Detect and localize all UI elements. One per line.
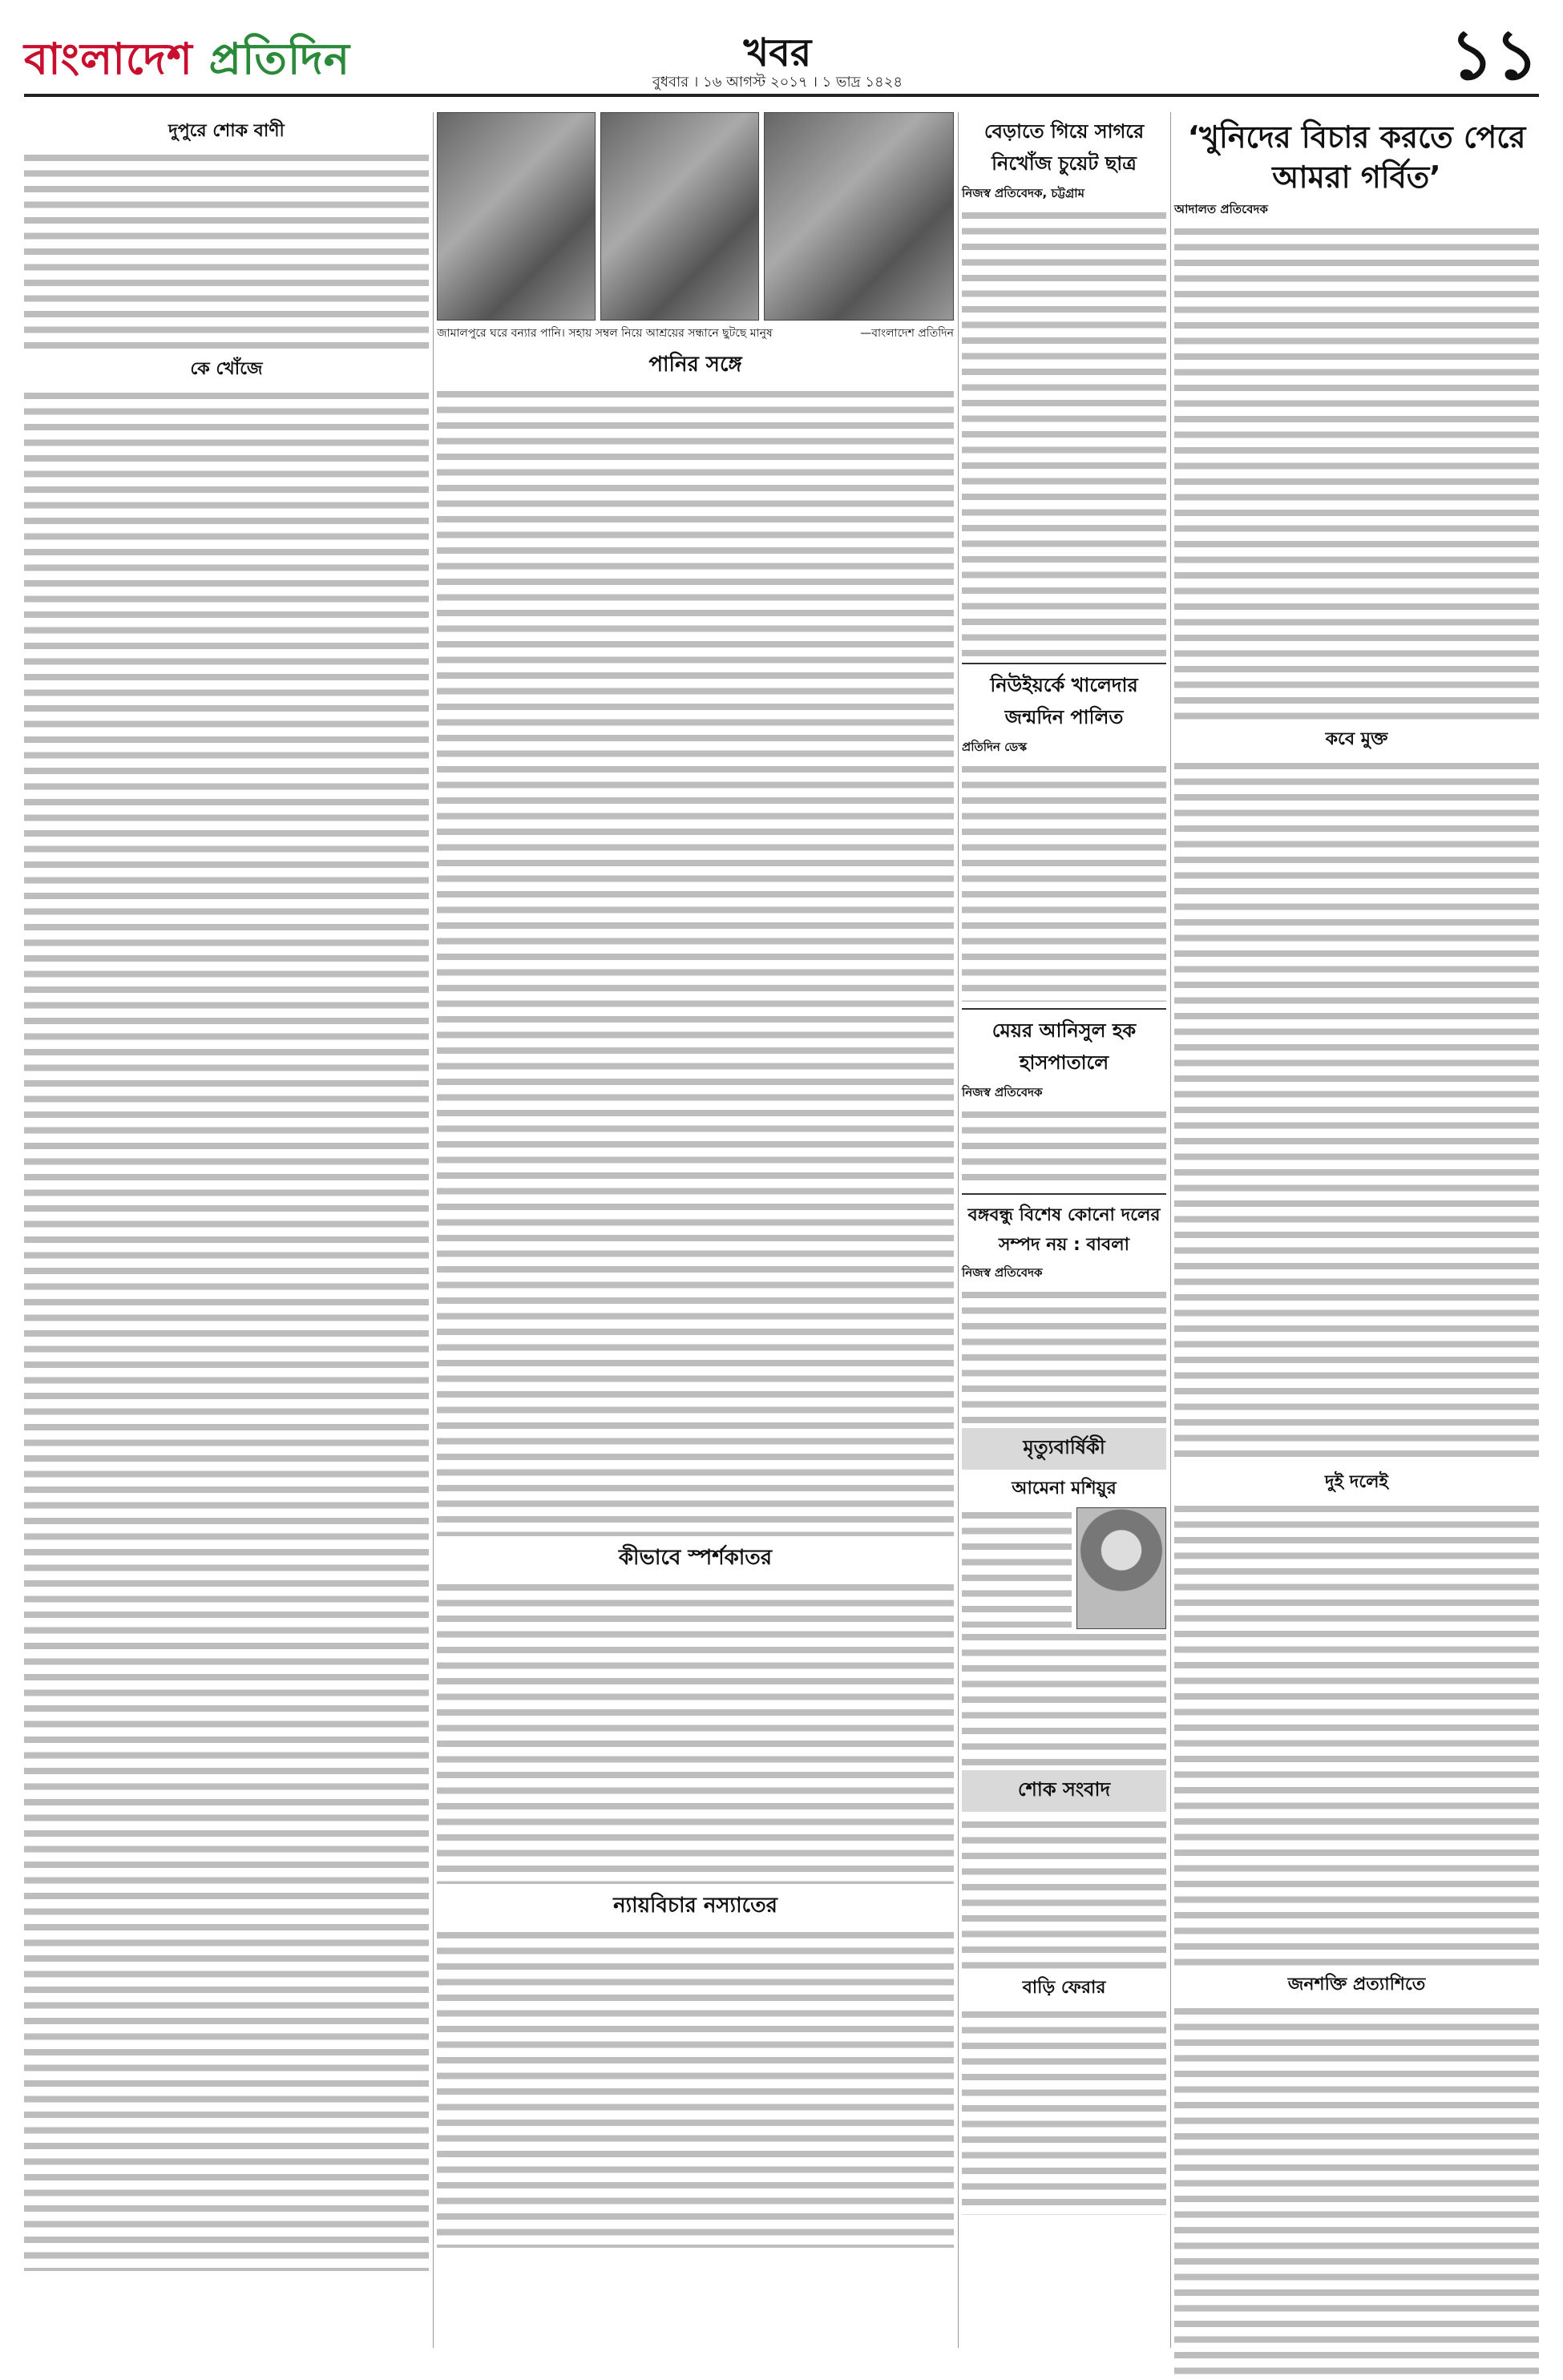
page-number: ১১ [1449, 15, 1539, 95]
flood-photo [437, 112, 596, 321]
byline: নিজস্ব প্রতিবেদক [962, 1265, 1043, 1280]
byline: নিজস্ব প্রতিবেদক [962, 1085, 1043, 1099]
headline-dui-doley: দুই দলেই [1325, 1472, 1388, 1492]
article-body [437, 1579, 954, 1884]
section-title: খবর [743, 30, 812, 75]
divider [962, 1008, 1166, 1010]
byline: আদালত প্রতিবেদক [1174, 202, 1268, 216]
condolence-box-heading: শোক সংবাদ [962, 1770, 1166, 1812]
headline-nayabichar: ন্যায়বিচার নস্যাতের [613, 1894, 777, 1918]
column-d [1174, 112, 1539, 2380]
column-b [437, 112, 954, 2248]
column-rule [1170, 112, 1171, 2348]
article-body [962, 2007, 1166, 2215]
headline-ke-khoje: কে খোঁজে [190, 359, 263, 379]
divider [962, 1193, 1166, 1195]
article-body [1174, 2003, 1539, 2380]
headline-kibhabe: কীভাবে স্পর্শকাতর [618, 1546, 773, 1570]
headline-durpur: দুপুরে শোক বাণী [168, 121, 285, 141]
flood-photo [600, 112, 759, 321]
divider [962, 663, 1166, 664]
obituary-name: আমেনা মশিয়ুর [1012, 1478, 1117, 1499]
article-body [962, 208, 1166, 656]
headline-bedate: বেড়াতে গিয়ে সাগরে নিখোঁজ চুয়েট ছাত্র [983, 120, 1145, 175]
article-body [24, 150, 429, 350]
column-rule [958, 112, 959, 2348]
article-body [962, 761, 1166, 1002]
article-body [962, 1287, 1166, 1423]
article-body [437, 386, 954, 1536]
headline-mayor: মেয়র আনিসুল হক হাসপাতালে [992, 1019, 1137, 1074]
headline-jonoshokti: জনশক্তি প্রত্যাশিতে [1287, 1975, 1426, 1995]
article-body [1174, 224, 1539, 720]
headline-bangabandhu: বঙ্গবন্ধু বিশেষ কোনো দলের সম্পদ নয় : বাবলা [967, 1205, 1161, 1255]
article-body [962, 1107, 1166, 1187]
headline-khunider: ‘খুনিদের বিচার করতে পেরে আমরা গর্বিত’ [1187, 119, 1526, 195]
article-body [962, 1817, 1166, 1969]
flood-photo-strip [437, 112, 954, 321]
column-a [24, 112, 429, 2271]
column-c [962, 112, 1166, 2215]
issue-date: বুধবার । ১৬ আগস্ট ২০১৭ । ১ ভাদ্র ১৪২৪ [652, 74, 903, 91]
article-body [437, 1927, 954, 2248]
article-body [1174, 758, 1539, 1463]
column-rule [433, 112, 434, 2348]
obituary-box-heading: মৃত্যুবার্ষিকী [962, 1428, 1166, 1470]
headline-panir-songe: পানির সঙ্গে [648, 353, 742, 377]
byline: নিজস্ব প্রতিবেদক, চট্টগ্রাম [962, 186, 1084, 200]
article-body [962, 1507, 1072, 1628]
masthead [24, 15, 1539, 97]
headline-bari-ferar: বাড়ি ফেরার [1022, 1978, 1106, 1998]
photo-caption: জামালপুরে ঘরে বন্যার পানি। সহায় সম্বল নিয়ে আশ্রয়ের সন্ধানে ছুটছে মানুষ —বাংলাদেশ প্রতিদিন [437, 327, 954, 340]
headline-newyork: নিউইয়র্কে খালেদার জন্মদিন পালিত [990, 674, 1138, 728]
headline-kobe-mukto: কবে মুক্ত [1325, 729, 1388, 749]
portrait-photo [1076, 1507, 1166, 1629]
newspaper-logo: বাংলাদেশ প্রতিদিন [24, 34, 350, 84]
article-body [1174, 1501, 1539, 1966]
article-body [962, 1629, 1166, 1765]
article-body [24, 388, 429, 2271]
byline: প্রতিদিন ডেস্ক [962, 740, 1028, 754]
flood-photo [764, 112, 954, 321]
